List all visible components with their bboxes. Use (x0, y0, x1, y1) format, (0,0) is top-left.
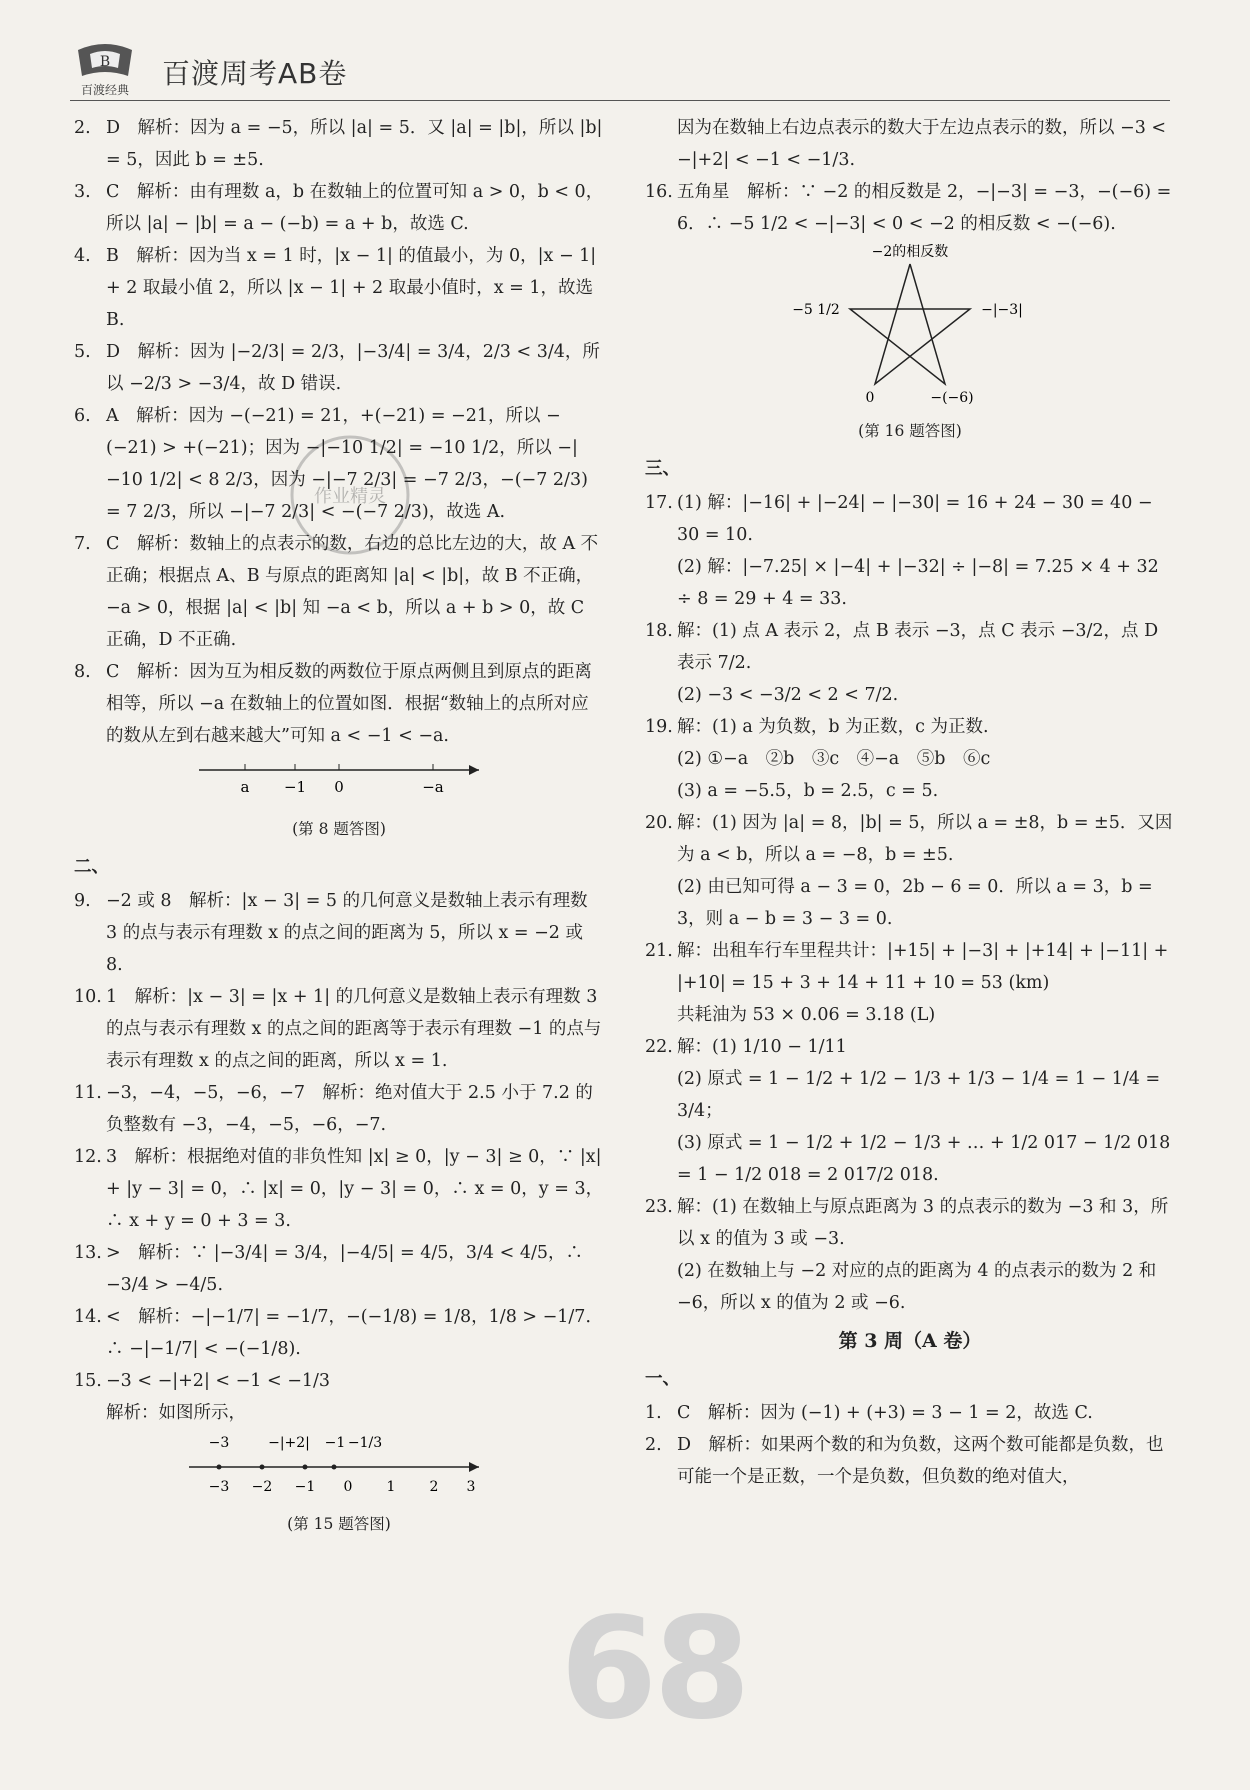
answer-item (74, 240, 604, 336)
week-heading: 第 3 周（A 卷） (838, 1330, 982, 1352)
item-text: D 解析：因为 a = −5，所以 |a| = 5．又 |a| = |b|，所以 |b| = 5，因此 b = ±5. (106, 118, 603, 170)
item-text: 因为在数轴上右边点表示的数大于左边点表示的数，所以 −3 < −|+2| < −1 < −1/3. (677, 118, 1167, 170)
item-number: 4. (74, 246, 91, 266)
item-number: 23. (645, 1197, 673, 1217)
answer-item (645, 1031, 1175, 1191)
figure-caption: (第 16 题答图) (858, 422, 962, 440)
answer-item (74, 1237, 604, 1301)
page-header (70, 38, 1170, 101)
answer-item (645, 1397, 1175, 1429)
item-text: 解：(1) 点 A 表示 2，点 B 表示 −3，点 C 表示 −3/2，点 D 表示 7/2. (677, 621, 1159, 673)
item-text: 解：(1) 1/10 − 1/11 (677, 1037, 847, 1057)
item-text: (2) 在数轴上与 −2 对应的点的距离为 4 的点表示的数为 2 和 −6，所以 x 的值为 2 或 −6. (677, 1261, 1157, 1313)
answer-item (645, 615, 1175, 711)
page-number: 68 (560, 1588, 747, 1751)
answer-item (74, 1365, 604, 1397)
item-text: −3 < −|+2| < −1 < −1/3 (106, 1371, 331, 1391)
answer-item (74, 528, 604, 656)
answer-item (74, 336, 604, 400)
figure-caption: (第 8 题答图) (292, 820, 386, 838)
book-logo-icon (70, 38, 140, 100)
item-text: (2) 解：|−7.25| × |−4| + |−32| ÷ |−8| = 7.25 × 4 + 32 ÷ 8 = 29 + 4 = 33. (677, 557, 1159, 609)
item-number: 11. (74, 1083, 102, 1103)
answer-item-cont (74, 1397, 604, 1429)
answer-item (645, 807, 1175, 935)
answer-item (74, 656, 604, 752)
section-heading: 二、 (74, 857, 109, 877)
answer-item (645, 1191, 1175, 1319)
item-text: (2) 由已知可得 a − 3 = 0，2b − 6 = 0．所以 a = 3，b = 3，则 a − b = 3 − 3 = 0. (677, 877, 1153, 929)
logo-text: 百渡经典 (80, 83, 130, 97)
fig15-top-label: −3 (208, 1435, 230, 1451)
answer-item (74, 981, 604, 1077)
fig8-label-neg1: −1 (283, 778, 307, 796)
item-text: (3) 原式 = 1 − 1/2 + 1/2 − 1/3 + … + 1/2 017 − 1/2 018 = 1 − 1/2 018 = 2 017/2 018. (677, 1133, 1171, 1185)
fig15-tick: 0 (343, 1479, 353, 1495)
item-text: (2) 原式 = 1 − 1/2 + 1/2 − 1/3 + 1/3 − 1/4 = 1 − 1/4 = 3/4； (677, 1069, 1161, 1121)
item-text: 3 解析：根据绝对值的非负性知 |x| ≥ 0，|y − 3| ≥ 0，∵ |x| + |y − 3| = 0，∴ |x| = 0，|y − 3| = 0，∴ x = 0，y = 3，∴ x + y = 0 + 3 = 3. (106, 1147, 604, 1231)
item-number: 18. (645, 621, 673, 641)
item-text: (1) 解：|−16| + |−24| − |−30| = 16 + 24 − 30 = 40 − 30 = 10. (677, 493, 1153, 545)
figure-15 (74, 1433, 604, 1540)
answer-item-cont (645, 112, 1175, 176)
section-heading: 三、 (645, 459, 680, 479)
item-number: 2. (645, 1435, 662, 1455)
answer-item (645, 1429, 1175, 1493)
item-number: 16. (645, 182, 673, 202)
item-text: (2) ①−a ②b ③c ④−a ⑤b ⑥c (677, 749, 991, 769)
fig15-top-label: −1 (324, 1435, 346, 1451)
fig16-label-top: −2的相反数 (871, 244, 949, 260)
item-number: 22. (645, 1037, 673, 1057)
item-text: D 解析：因为 |−2/3| = 2/3，|−3/4| = 3/4，2/3 < 3/4，所以 −2/3 > −3/4，故 D 错误. (106, 342, 600, 394)
figure-16 (645, 244, 1175, 447)
stamp-text: 作业精灵 (314, 486, 386, 507)
item-text: C 解析：数轴上的点表示的数，右边的总比左边的大，故 A 不正确；根据点 A、B 与原点的距离知 |a| < |b|，故 B 不正确，−a > 0，根据 |a| < |b| 知 −a < b，所以 a + b > 0，故 C 正确，D 不正确. (106, 534, 599, 650)
item-number: 15. (74, 1371, 102, 1391)
item-text: 解析：如图所示， (106, 1403, 246, 1423)
item-text: < 解析：−|−1/7| = −1/7，−(−1/8) = 1/8，1/8 > −1/7．∴ −|−1/7| < −(−1/8). (106, 1307, 603, 1359)
item-text: D 解析：如果两个数的和为负数，这两个数可能都是负数，也可能一个是正数，一个是负数，但负数的绝对值大， (677, 1435, 1164, 1487)
fig16-label-right: −|−3| (981, 302, 1023, 318)
item-text: C 解析：因为 (−1) + (+3) = 3 − 1 = 2，故选 C. (677, 1403, 1093, 1423)
figure-8 (74, 756, 604, 845)
answer-item (74, 1301, 604, 1365)
item-text: −2 或 8 解析：|x − 3| = 5 的几何意义是数轴上表示有理数 3 的点与表示有理数 x 的点之间的距离为 5，所以 x = −2 或 8. (106, 891, 588, 975)
answer-item (645, 487, 1175, 615)
fig15-tick: 2 (429, 1479, 439, 1495)
item-number: 21. (645, 941, 673, 961)
item-number: 14. (74, 1307, 102, 1327)
answer-item (74, 176, 604, 240)
answer-item (74, 400, 604, 528)
fig16-label-left: −5 1/2 (792, 302, 840, 318)
item-text: (3) a = −5.5，b = 2.5，c = 5. (677, 781, 939, 801)
item-text: C 解析：由有理数 a，b 在数轴上的位置可知 a > 0，b < 0，所以 |a| − |b| = a − (−b) = a + b，故选 C. (106, 182, 604, 234)
item-text: −3，−4，−5，−6，−7 解析：绝对值大于 2.5 小于 7.2 的负整数有 −3，−4，−5，−6，−7. (106, 1083, 593, 1135)
fig15-tick: 1 (386, 1479, 396, 1495)
item-number: 10. (74, 987, 102, 1007)
item-text: 解：(1) 在数轴上与原点距离为 3 的点表示的数为 −3 和 3，所以 x 的值为 3 或 −3. (677, 1197, 1169, 1249)
item-number: 2. (74, 118, 91, 138)
number-line-8 (189, 756, 489, 802)
item-text: C 解析：因为互为相反数的两数位于原点两侧且到原点的距离相等，所以 −a 在数轴上的位置如图．根据“数轴上的点所对应的数从左到右越来越大”可知 a < −1 < −a. (106, 662, 592, 746)
answer-item (74, 885, 604, 981)
item-text: 五角星 解析：∵ −2 的相反数是 2，−|−3| = −3，−(−6) = 6．∴ −5 1/2 < −|−3| < 0 < −2 的相反数 < −(−6). (677, 182, 1172, 234)
item-number: 9. (74, 891, 91, 911)
answer-item (645, 711, 1175, 807)
answer-item (74, 1141, 604, 1237)
item-text: 共耗油为 53 × 0.06 = 3.18 (L) (677, 1005, 936, 1025)
item-number: 5. (74, 342, 91, 362)
fig8-label-0: 0 (334, 778, 344, 796)
item-number: 13. (74, 1243, 102, 1263)
item-number: 12. (74, 1147, 102, 1167)
item-number: 3. (74, 182, 91, 202)
item-text: (2) −3 < −3/2 < 2 < 7/2. (677, 685, 899, 705)
left-column (74, 112, 604, 1546)
fig15-tick: −3 (208, 1479, 230, 1495)
fig16-label-bottom-right: −(−6) (930, 390, 974, 404)
fig15-tick: −1 (294, 1479, 316, 1495)
item-number: 20. (645, 813, 673, 833)
answer-item (645, 935, 1175, 1031)
item-number: 7. (74, 534, 91, 554)
item-text: 解：(1) 因为 |a| = 8，|b| = 5，所以 a = ±8，b = ±5．又因为 a < b，所以 a = −8，b = ±5. (677, 813, 1173, 865)
fig16-label-bottom-left: 0 (865, 390, 875, 404)
book-title: 百渡周考AB卷 (162, 57, 348, 90)
answer-item (74, 1077, 604, 1141)
star-diagram (780, 244, 1040, 404)
fig15-top-label: −1/3 (347, 1435, 383, 1451)
fig8-label-nega: −a (422, 778, 444, 796)
item-number: 6. (74, 406, 91, 426)
fig15-tick: 3 (466, 1479, 476, 1495)
number-line-15 (179, 1433, 499, 1497)
item-text: 解：(1) a 为负数，b 为正数，c 为正数. (677, 717, 989, 737)
answer-item (74, 112, 604, 176)
section-heading: 一、 (645, 1369, 680, 1389)
item-text: > 解析：∵ |−3/4| = 3/4，|−4/5| = 4/5，3/4 < 4/5，∴ −3/4 > −4/5. (106, 1243, 583, 1295)
figure-caption: (第 15 题答图) (287, 1515, 391, 1533)
item-text: A 解析：因为 −(−21) = 21，+(−21) = −21，所以 −(−21) > +(−21)；因为 −|−10 1/2| = −10 1/2，所以 −|−10 1/2| < 8 2/3，因为 −|−7 2/3| = −7 2/3，−(−7 2/3) = 7 2/3，所以 −|−7 2/3| < −(−7 2/3)，故选 A. (106, 406, 588, 522)
answer-item (645, 176, 1175, 240)
fig15-tick: −2 (251, 1479, 273, 1495)
svg-text:B: B (99, 54, 111, 70)
right-column (645, 112, 1175, 1493)
fig8-label-a: a (240, 778, 250, 796)
item-text: B 解析：因为当 x = 1 时，|x − 1| 的值最小，为 0，|x − 1| + 2 取最小值 2，所以 |x − 1| + 2 取最小值时，x = 1，故选 B. (106, 246, 597, 330)
item-number: 8. (74, 662, 91, 682)
item-number: 19. (645, 717, 673, 737)
item-text: 1 解析：|x − 3| = |x + 1| 的几何意义是数轴上表示有理数 3 的点与表示有理数 x 的点之间的距离等于表示有理数 −1 的点与表示有理数 x 的点之间的距离，所以 x = 1. (106, 987, 602, 1071)
item-text: 解：出租车行车里程共计：|+15| + |−3| + |+14| + |−11| + |+10| = 15 + 3 + 14 + 11 + 10 = 53 (km) (677, 941, 1169, 993)
item-number: 17. (645, 493, 673, 513)
item-number: 1. (645, 1403, 662, 1423)
fig15-top-label: −|+2| (268, 1435, 310, 1451)
